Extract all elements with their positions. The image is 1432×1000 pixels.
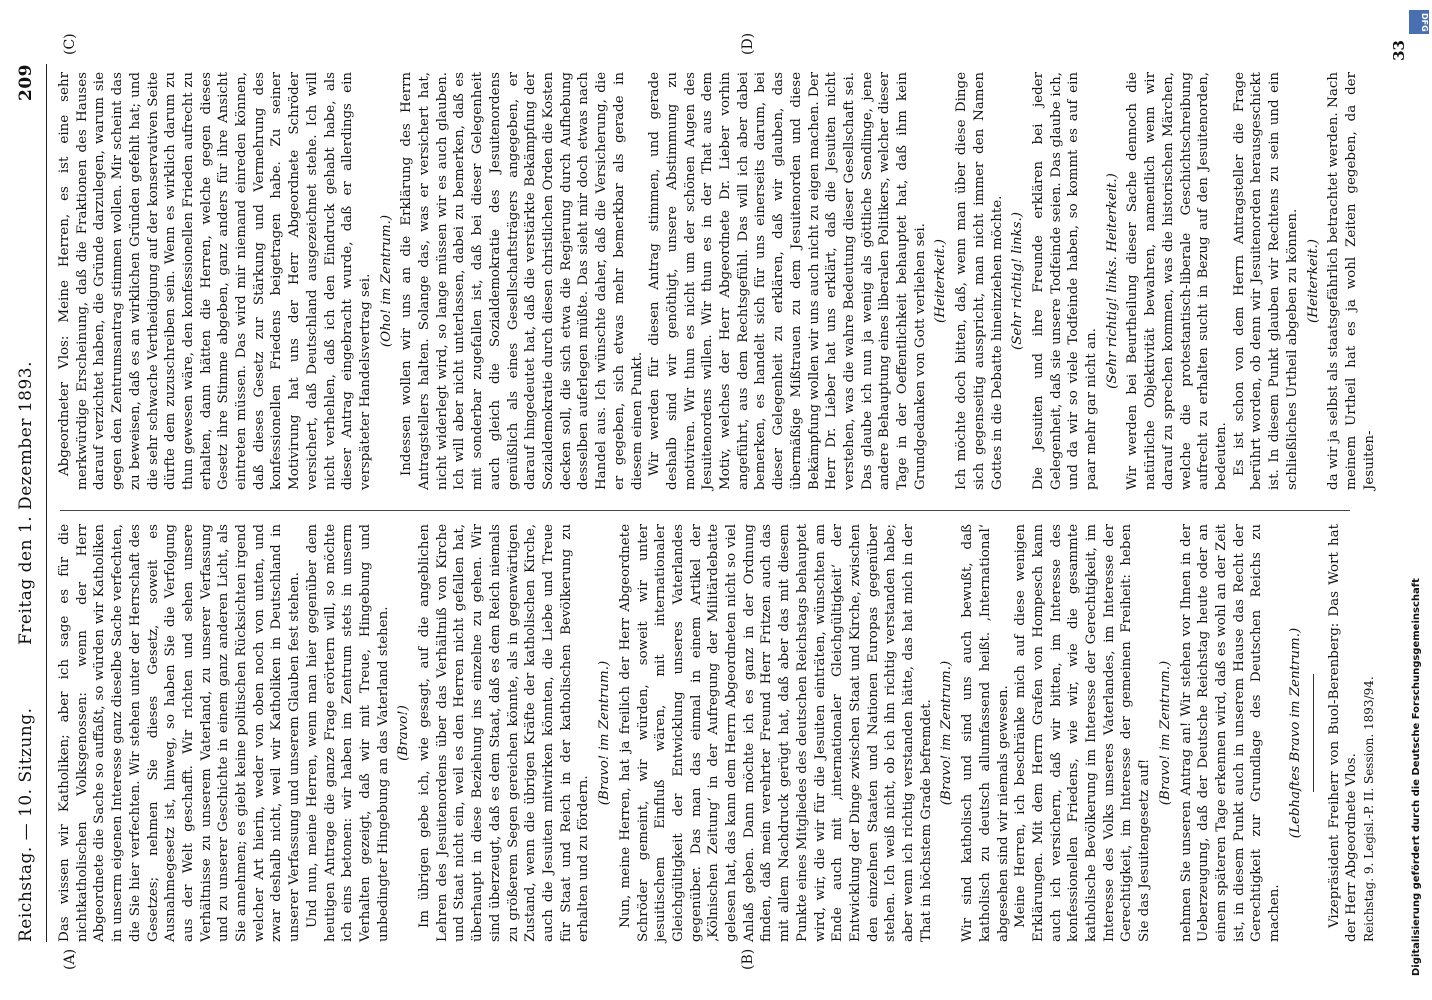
- interjection: (Bravo! im Zentrum.): [939, 660, 955, 806]
- paragraph: Es ist schon von dem Herrn Antragsteller die Frage berührt worden, ob denn wir Jesuitenorden herausgeschickt ist. In diesem Punkt glauben wir Rechtens zu sein und ein schließliches Urtheil abgeben zu können.: [1231, 72, 1300, 490]
- paragraph: Indessen wollen wir uns an die Erklärung des Herrn Antragstellers halten. Solange das, was er versichert hat, nicht widerlegt wird, so lange müssen wir es auch glauben. Ich will aber nicht unterlassen, dabei zu bemerken, daß es mit sonderbar zugefallen ist, daß bei dieser Gelegenheit auch gleich die Sozialdemokratie des Jesuitenordens genüßlich als eines Gesellschaftsträgers angegeben, er darauf hingedeutet hat, daß die verstärkte Bekämpfung der Sozialdemokratie durch diesen christlichen Orden die Kosten decken soll, die sich etwa die Regierung durch Aufhebung desselben auferlegen müßte. Das sieht mir doch etwas nach Handel aus. Ich wünschte daher, daß die Versicherung, die er gegeben, sich etwas mehr bemerkbar als gerade in diesem einen Punkt.: [399, 72, 645, 490]
- column-divider: [60, 510, 1350, 511]
- paragraph: Im übrigen gebe ich, wie gesagt, auf die angeblichen Lehren des Jesuitenordens über das Verhältniß von Kirche und Staat nicht ein, weil es den Herren nicht gefallen hat, überhaupt in diese Beziehung ins einzelne zu gehen. Wir sind überzeugt, daß es dem Staat, daß es dem Reich niemals zu größerem Segen gereichen könnte, als in gegenwärtigen Zustand, wenn die übrigen Kräfte der katholischen Kirche, auch die Jesuiten mitwirken könnten, die Liebe und Treue für Staat und Reich in der katholischen Bevölkerung zu erhalten und zu fördern.: [417, 524, 592, 942]
- interjection: (Bravo!): [396, 705, 412, 761]
- margin-marker-d: (D): [740, 32, 756, 55]
- interjection: (Bravo! im Zentrum.): [1157, 660, 1173, 806]
- page-header: [6, 64, 47, 942]
- header-left: Reichstag. — 10. Sitzung.: [16, 707, 36, 942]
- margin-marker-b: (B): [740, 948, 756, 970]
- paragraph: Ich möchte doch bitten, daß, wenn man über diese Dinge sich gegenseitig ausspricht, man nicht immer den Namen Gottes in die Debatte hineinziehen möchte.: [954, 72, 1005, 490]
- interjection: (Heiterkeit.): [1305, 239, 1321, 323]
- paragraph: Die Jesuiten und ihre Freunde erklären bei jeder Gelegenheit, daß sie unsere Todfeinde seien. Das glaube ich, und da wir so viele Todfeinde haben, so kommt es auf ein paar mehr gar nicht an.: [1030, 72, 1100, 490]
- interjection: (Oho! im Zentrum.): [378, 214, 394, 348]
- paragraph: da wir ja selbst als staatsgefährlich betrachtet werden. Nach meinem Urtheil hat es ja wohl Zeiten gegeben, da der Jesuiten-: [1326, 72, 1377, 490]
- paragraph: Wir sind katholisch und sind uns auch bewußt, daß katholisch zu deutsch allumfassend heißt. ‚International‘ abgesehen sind wir niemals gewesen.: [960, 524, 1011, 942]
- header-date: Freitag den 1. Dezember 1893.: [16, 360, 36, 646]
- interjection: (Bravo! im Zentrum.): [597, 660, 613, 806]
- document-page: [0, 10, 1432, 990]
- paragraph: Und nun, meine Herren, wenn man hier gegenüber dem heutigen Antrage die ganze Frage erörtern will, so möchte ich eins betonen: wir haben im Zentrum stets in unserm Verhalten gezeigt, daß wir mit Treue, Hingebung und unbedingter Hingebung an das Vaterland stehen.: [304, 524, 391, 942]
- left-column: [56, 524, 1379, 942]
- section-separator: [1313, 674, 1316, 792]
- session-footer: Reichstag. 9. Legisl.-P. II. Session. 1893/94.: [1361, 676, 1376, 942]
- margin-marker-a: (A): [62, 948, 78, 970]
- margin-marker-c: (C): [62, 33, 78, 55]
- interjection: (Heiterkeit.): [933, 239, 949, 323]
- dfg-logo: DFG: [1409, 10, 1429, 34]
- paragraph: Meine Herren, ich beschränke mich auf diese wenigen Erklärungen. Mit dem Herrn Grafen von Hompesch kann auch ich versichern, daß wir bitten, im Interesse des konfessionellen Friedens, wie wir, wie die gesammte katholische Bevölkerung im Interesse der Gerechtigkeit, im Interesse des Volks unseres Vaterlandes, im Interesse der Gerechtigkeit, im Interesse der gemeinen Freiheit: heben Sie das Jesuitengesetz auf!: [1013, 524, 1153, 942]
- paragraph: Vizepräsident Freiherr von Buol-Berenberg: Das Wort hat der Herr Abgeordnete Vlos.: [1326, 524, 1360, 942]
- paragraph: Nun, meine Herren, hat ja freilich der Herr Abgeordnete Schröder gemeint, wir würden, soweit wir unter jesuitischem Einfluß wären, mit internationaler Gleichgültigkeit der Entwicklung unseres Vaterlandes gegenüber. Das man das einmal in einem Artikel der ‚Kölnischen Zeitung‘ in der Aufregung der Militärdebatte gelesen hat, das kann dem Herrn Abgeordneten nicht so viel Anlaß geben. Dann möchte ich es ganz in der Ordnung finden, daß mein verehrter Freund Herr Fritzen auch das mit allem Nachdruck gerügt hat, daß aber das mit diesem Punkte eines Mitgliedes des deutschen Reichstags behauptet wird, wir, die wir für die Jesuiten einträten, wünschten am Ende auch mit ‚internationaler Gleichgültigkeit‘ der Entwicklung der Dinge zwischen Staat und Kirche, zwischen den einzelnen Staaten und Nationen Europas gegenüber stehen. Ich weiß nicht, ob ich ihn richtig verstanden habe; aber wenn ich richtig verstanden hätte, das hat mich in der That in höchstem Grade befremdet.: [617, 524, 934, 942]
- sheet-signature: 33: [1390, 40, 1408, 61]
- paragraph: Wir werden für diesen Antrag stimmen, und gerade deshalb sind wir genöthigt, unsere Abstimmung zu motiviren. Wir thun es nicht um der schönen Augen des Jesuitenordens willen. Wir thun es in der That aus dem Motiv, welches der Herr Abgeordnete Dr. Lieber vorhin angeführt, aus dem Rechtsgefühl. Das will ich aber dabei bemerken, es handelt sich für uns einerseits darum, bei dieser Gelegenheit zu erklären, daß wir glauben, das übermäßige Mißtrauen zu dem Jesuitenorden und diese Bekämpfung wollen wir uns auch nicht zu eigen machen. Der Herr Dr. Lieber hat uns erklärt, daß die Jesuiten nicht verstehen, was die wahre Bedeutung dieser Gesellschaft sei. Das glaube ich nun ja wenig als göttliche Sendlinge, jene andere Behauptung eines liberalen Politikers, welcher dieser Tage in der Oeffentlichkeit behauptet hat, daß ihm kein Grundgedanken von Gott verliehen sei.: [647, 72, 928, 490]
- paragraph: nehmen Sie unseren Antrag an! Wir stehen vor Ihnen in der Ueberzeugung, daß der Deutsche Reichstag heute oder an einem späteren Tage erkennen wird, daß es wohl an der Zeit ist, in diesem Punkt auch in unserem Hause das Recht der Gerechtigkeit zur Grundlage des Deutschen Reichs zu machen.: [1178, 524, 1283, 942]
- digitization-note: Digitalisierung gefördert durch die Deutsche Forschungsgemeinschaft: [1411, 578, 1422, 976]
- page-number: 209: [16, 64, 36, 101]
- interjection: (Sehr richtig! links. Heiterkeit.): [1104, 173, 1120, 389]
- paragraph: Das wissen wir Katholiken; aber ich sage es für die nichtkatholischen Volksgenossen: wenn der Herr Abgeordnete die Sache so auffaßt, so würden wir Katholiken in unserm eigenen Interesse ganz dieselbe Sache verfechten, die Sie hier verfechten. Wir stehen unter der Herrschaft des Gesetzes; nehmen Sie dieses Gesetz, soweit es Ausnahmegesetz ist, hinweg, so haben Sie die Verfolgung aus der Welt geschafft. Wir richten und sehen unsere Verhältnisse zu unserem Vaterland, zu unserer Verfassung und zu unserer Geschichte in einem ganz anderen Licht, als Sie annehmen; es giebt keine politischen Rücksichten irgend welcher Art hierin, weder von oben noch von unten, und zwar deshalb nicht, weil wir Katholiken in Deutschland in unserer Verfassung und unserem Glauben fest stehen.: [57, 524, 303, 942]
- paragraph: Wir werden bei Beurtheilung dieser Sache dennoch die natürliche Objektivität bewahren, namentlich wenn wir darauf zu sprechen kommen, was die historischen Märchen, welche die protestantisch-liberale Geschichtschreibung aufrecht zu erhalten sucht in Bezug auf den Jesuitenorden, bedeuten.: [1125, 72, 1229, 490]
- paragraph: Abgeordneter Vlos: Meine Herren, es ist eine sehr merkwürdige Erscheinung, daß die Fraktionen des Hauses darauf verzichtet haben, die Gründe darzulegen, warum sie gegen den Zentrumsantrag stimmen wollen. Mir scheint das zu beweisen, daß es an wirklichen Gründen gefehlt hat; und die sehr schwache Vertheidigung auf der konservativen Seite dürfte dem zuzuschreiben sein. Wenn es wirklich darum zu thun gewesen wäre, den konfessionellen Frieden aufrecht zu erhalten, dann hätten die Herren, welche gegen dieses Gesetz ihre Stimme abgeben, ganz anders für ihre Ansicht eintreten müssen. Das wird mir niemand einreden können, daß dieses Gesetz zur Stärkung und Vermehrung des konfessionellen Friedens beigetragen habe. Zu seiner Motivirung hat uns der Herr Abgeordnete Schröder versichert, daß Deutschland ausgezeichnet stehe. Ich will nicht verhehlen, daß ich den Eindruck gehabt habe, als dieser Antrag eingebracht wurde, daß er allerdings ein verspäteter Handelsvertrag sei.: [57, 72, 373, 490]
- interjection: (Lebhaftes Bravo im Zentrum.): [1287, 627, 1303, 839]
- interjection: (Sehr richtig! links.): [1010, 212, 1026, 350]
- right-column: [56, 72, 1378, 490]
